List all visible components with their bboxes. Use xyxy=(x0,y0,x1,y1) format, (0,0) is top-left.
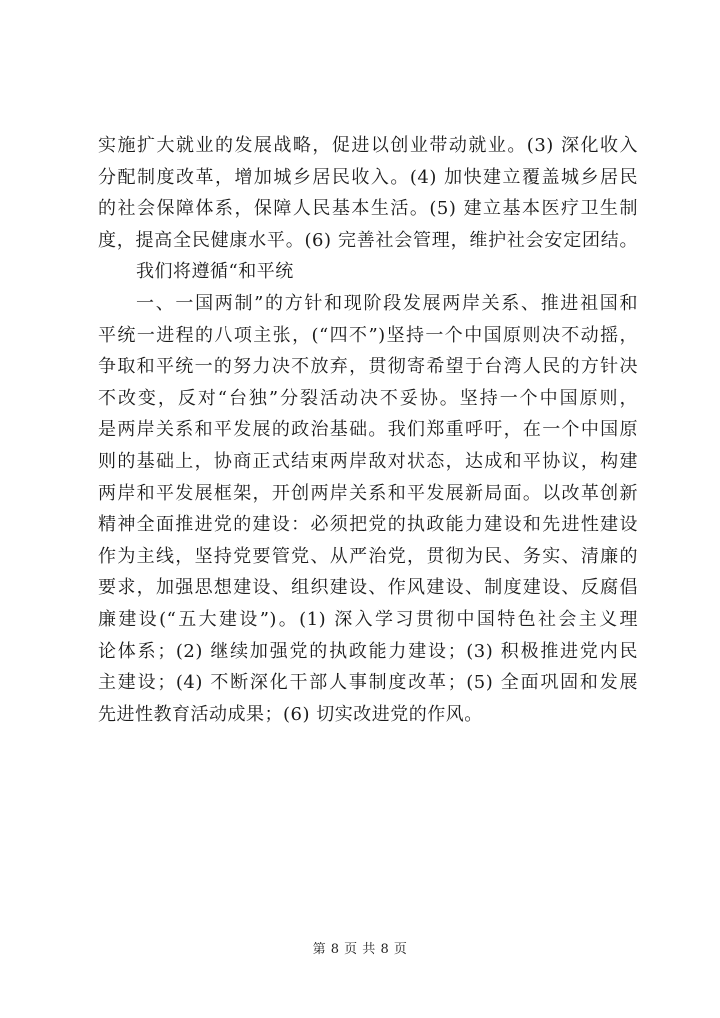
text-line: 的社会保障体系，保障人民基本生活。(5) 建立基本医疗卫生制 xyxy=(98,198,638,220)
text-line: 作为主线，坚持党要管党、从严治党，贯彻为民、务实、清廉的 xyxy=(98,545,638,567)
text-line: 要求，加强思想建设、组织建设、作风建设、制度建设、反腐倡 xyxy=(98,577,638,599)
text-line: 精神全面推进党的建设：必须把党的执政能力建设和先进性建设 xyxy=(98,514,638,536)
text-line: 实施扩大就业的发展战略，促进以创业带动就业。(3) 深化收入 xyxy=(98,135,638,156)
paragraph-start-line: 我们将遵循“和平统 xyxy=(136,261,294,283)
text-line: 平统一进程的八项主张，(“四不”)坚持一个中国原则决不动摇， xyxy=(98,324,638,346)
text-line: 不改变，反对“台独”分裂活动决不妥协。坚持一个中国原则， xyxy=(98,387,638,409)
text-line: 度，提高全民健康水平。(6) 完善社会管理，维护社会安定团结。 xyxy=(98,229,638,251)
body-text xyxy=(98,130,638,730)
page-number-footer: 第 8 页 共 8 页 xyxy=(312,942,408,957)
text-line: 廉建设(“五大建设”)。(1) 深入学习贯彻中国特色社会主义理 xyxy=(98,608,638,630)
paragraph-start-line: 一、一国两制”的方针和现阶段发展两岸关系、推进祖国和 xyxy=(136,292,638,314)
text-line: 则的基础上，协商正式结束两岸敌对状态，达成和平协议，构建 xyxy=(98,450,638,472)
text-line: 主建设；(4) 不断深化干部人事制度改革；(5) 全面巩固和发展 xyxy=(98,672,638,694)
text-line: 两岸和平发展框架，开创两岸关系和平发展新局面。以改革创新 xyxy=(98,482,638,504)
text-line: 论体系；(2) 继续加强党的执政能力建设；(3) 积极推进党内民 xyxy=(98,640,638,662)
text-line: 是两岸关系和平发展的政治基础。我们郑重呼吁，在一个中国原 xyxy=(98,419,638,441)
text-line: 分配制度改革，增加城乡居民收入。(4) 加快建立覆盖城乡居民 xyxy=(98,166,638,188)
text-line: 先进性教育活动成果；(6) 切实改进党的作风。 xyxy=(98,703,483,725)
text-line: 争取和平统一的努力决不放弃，贯彻寄希望于台湾人民的方针决 xyxy=(98,356,638,378)
